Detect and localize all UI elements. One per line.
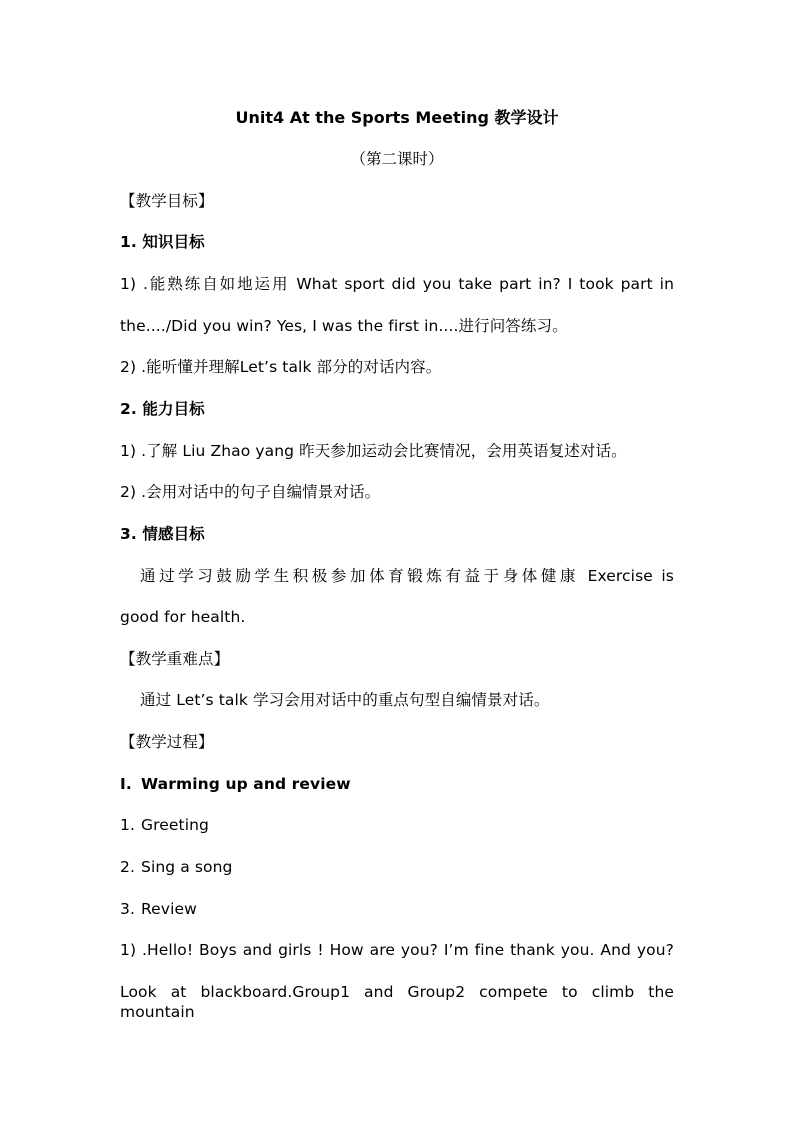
review-item-1-line-2: Look at blackboard.Group1 and Group2 compete to climb the mountain bbox=[120, 983, 674, 1021]
key-points-text: 通过 Let’s talk 学习会用对话中的重点句型自编情景对话。 bbox=[140, 691, 550, 709]
knowledge-item-1-line-1: 1) .能熟练自如地运用 What sport did you take part in? I took part in bbox=[120, 275, 674, 293]
heading-key-points: 【教学重难点】 bbox=[120, 650, 230, 668]
heading-knowledge-objective: 1. 知识目标 bbox=[120, 233, 205, 251]
ability-item-1: 1) .了解 Liu Zhao yang 昨天参加运动会比赛情况，会用英语复述对话。 bbox=[120, 442, 627, 460]
page-subtitle: （第二课时） bbox=[350, 150, 444, 168]
emotion-text-line-2: good for health. bbox=[120, 608, 246, 626]
step-label: Greeting bbox=[141, 816, 209, 834]
step-number: 1. bbox=[120, 816, 135, 834]
page-title: Unit4 At the Sports Meeting 教学设计 bbox=[235, 108, 559, 127]
review-item-1-line-1: 1) .Hello! Boys and girls ! How are you? I’m fine thank you. And you? bbox=[120, 941, 674, 959]
heading-objectives: 【教学目标】 bbox=[120, 192, 214, 210]
section-number: I. bbox=[120, 775, 132, 793]
ability-item-2: 2) .会用对话中的句子自编情景对话。 bbox=[120, 483, 381, 501]
step-label: Sing a song bbox=[141, 858, 233, 876]
emotion-text-line-1: 通过学习鼓励学生积极参加体育锻炼有益于身体健康 Exercise is bbox=[140, 567, 674, 585]
knowledge-item-2: 2) .能听懂并理解Let’s talk 部分的对话内容。 bbox=[120, 358, 442, 376]
process-step-greeting bbox=[120, 815, 674, 835]
step-label: Review bbox=[141, 900, 197, 918]
process-section-warming-up bbox=[120, 774, 674, 794]
step-number: 3. bbox=[120, 900, 135, 918]
heading-emotion-objective: 3. 情感目标 bbox=[120, 525, 205, 543]
heading-process: 【教学过程】 bbox=[120, 733, 214, 751]
heading-ability-objective: 2. 能力目标 bbox=[120, 400, 205, 418]
step-number: 2. bbox=[120, 858, 135, 876]
section-title: Warming up and review bbox=[141, 775, 351, 793]
process-step-sing-a-song bbox=[120, 857, 674, 877]
process-step-review bbox=[120, 899, 674, 919]
knowledge-item-1-line-2: the..../Did you win? Yes, I was the first in....进行问答练习。 bbox=[120, 317, 568, 335]
